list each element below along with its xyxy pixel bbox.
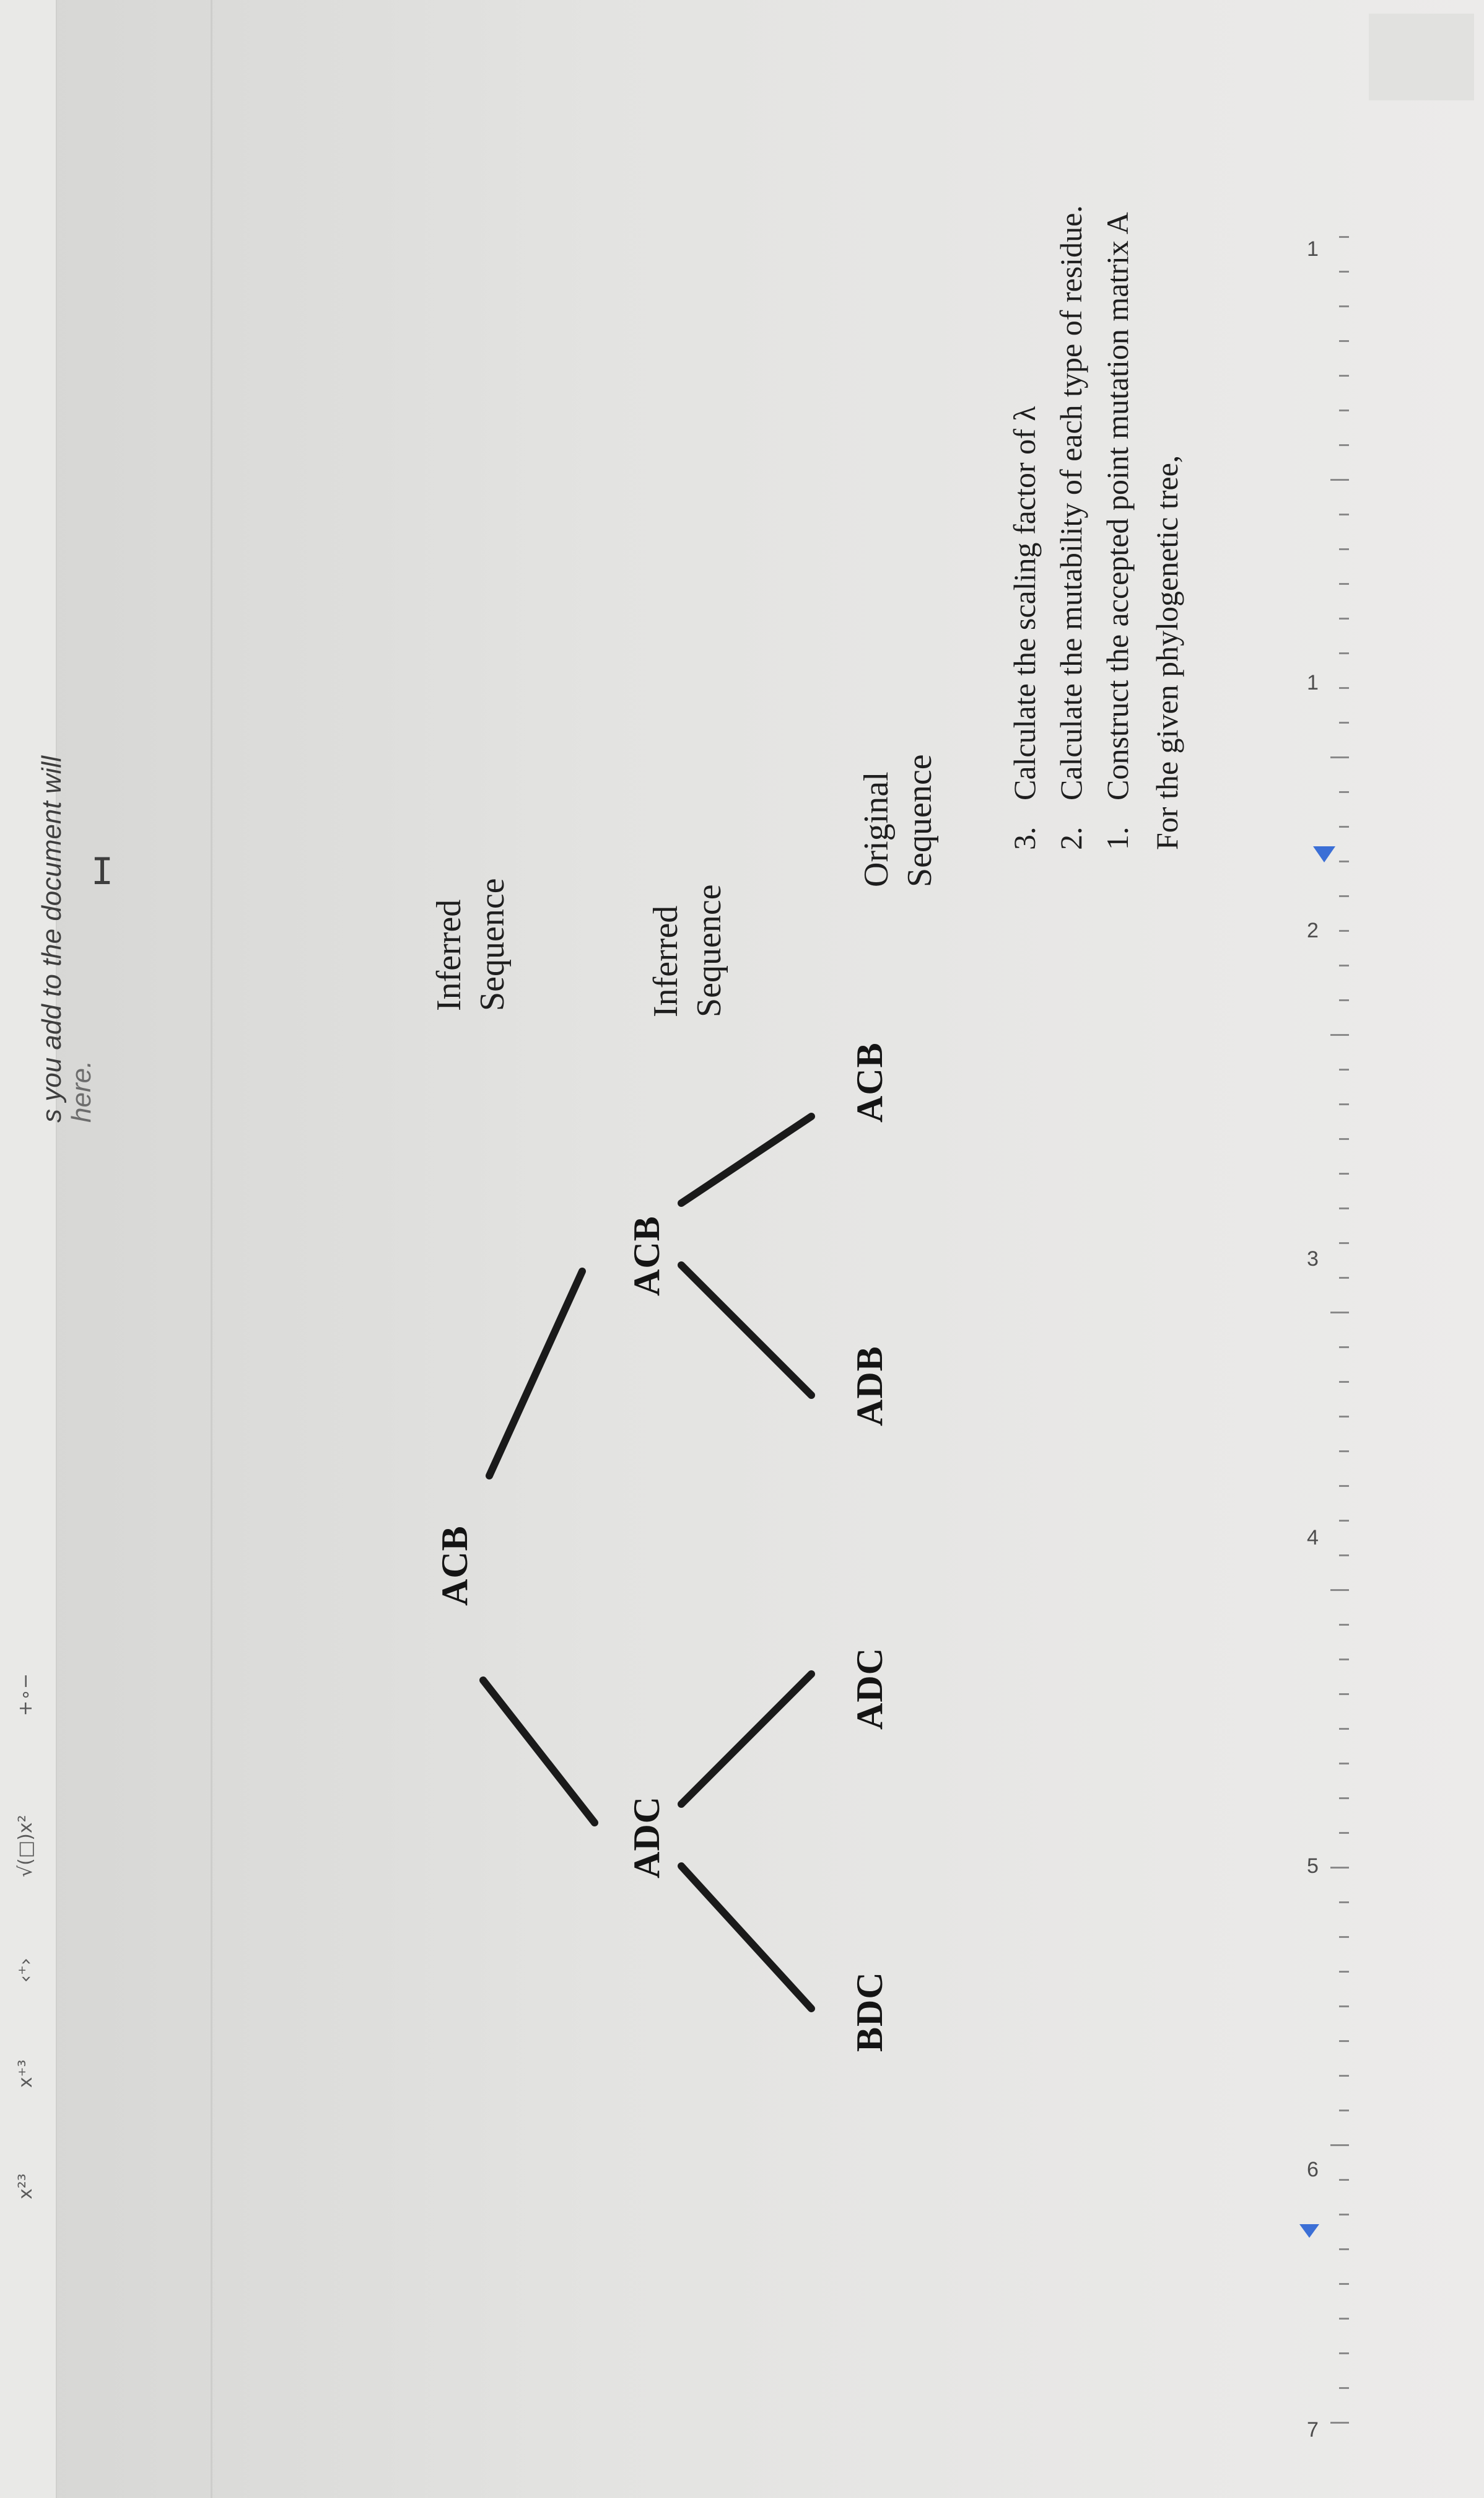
ruler-number: 2 [1307, 919, 1319, 943]
leaf-sequence-1: ACB [849, 1042, 890, 1123]
inferred-sequence-2: ADC [626, 1796, 667, 1878]
text-cursor-icon: I [90, 850, 114, 893]
toolbar-item-superscript[interactable]: x²³ [15, 2173, 37, 2199]
edge-inferred-adc-to-root [483, 1680, 595, 1823]
leaf-sequence-2: ADB [849, 1346, 890, 1426]
leaf-sequence-3: ADC [849, 1647, 890, 1730]
window-corner-controls [1369, 14, 1474, 100]
ruler-number: 4 [1307, 1526, 1319, 1550]
leaf-sequence-4: BDC [849, 1971, 890, 2052]
step-1-number: 1. [1100, 826, 1135, 850]
toolbar-item-bracket[interactable]: ‹⁺› [15, 1958, 37, 1983]
ruler-number: 3 [1307, 1247, 1319, 1271]
step-2-text: Calculate the mutability of each type of residue. [1054, 205, 1088, 800]
question-prompt: For the given phylogenetic tree, [1150, 455, 1184, 850]
step-3-number: 3. [1007, 826, 1042, 850]
toolbar-item-script[interactable]: x⁺³ [15, 2059, 37, 2088]
edge-inferred-acb-to-root [489, 1271, 582, 1476]
toolbar-item-radical[interactable]: √(□)x² [15, 1815, 37, 1877]
ruler-number: 7 [1307, 2418, 1319, 2442]
row-label-inferred-2-line1: Inferred [430, 899, 468, 1011]
ruler-number: 1 [1307, 237, 1319, 261]
step-3-text: Calculate the scaling factor of λ [1007, 406, 1042, 800]
inferred-sequence-1: ACB [626, 1216, 667, 1296]
ruler-number: 5 [1307, 1854, 1319, 1878]
ruler-number: 1 [1307, 671, 1319, 695]
step-1-text: Construct the accepted point mutation matrix A [1100, 212, 1135, 800]
row-label-inferred-2-line2: Sequence [473, 878, 512, 1011]
comments-placeholder-line1: s you add to the document will [37, 756, 67, 1123]
row-label-original-line1: Original [857, 771, 896, 887]
root-sequence: ACB [434, 1525, 475, 1606]
step-2-number: 2. [1054, 826, 1088, 850]
row-label-inferred-1-line2: Sequence [690, 884, 728, 1017]
row-label-inferred-1-line1: Inferred [647, 905, 685, 1017]
row-label-original-line2: Sequence [901, 754, 939, 887]
toolbar-item-operator[interactable]: +∘− [15, 1673, 37, 1716]
edge-adb-to-inferred [681, 1265, 811, 1395]
comments-placeholder-line2: here. [66, 1060, 97, 1123]
edge-adc-to-inferred [681, 1674, 811, 1804]
edge-acb-to-inferred [681, 1116, 811, 1203]
ruler-number: 6 [1307, 2158, 1319, 2182]
edge-bdc-to-inferred [681, 1866, 811, 2009]
